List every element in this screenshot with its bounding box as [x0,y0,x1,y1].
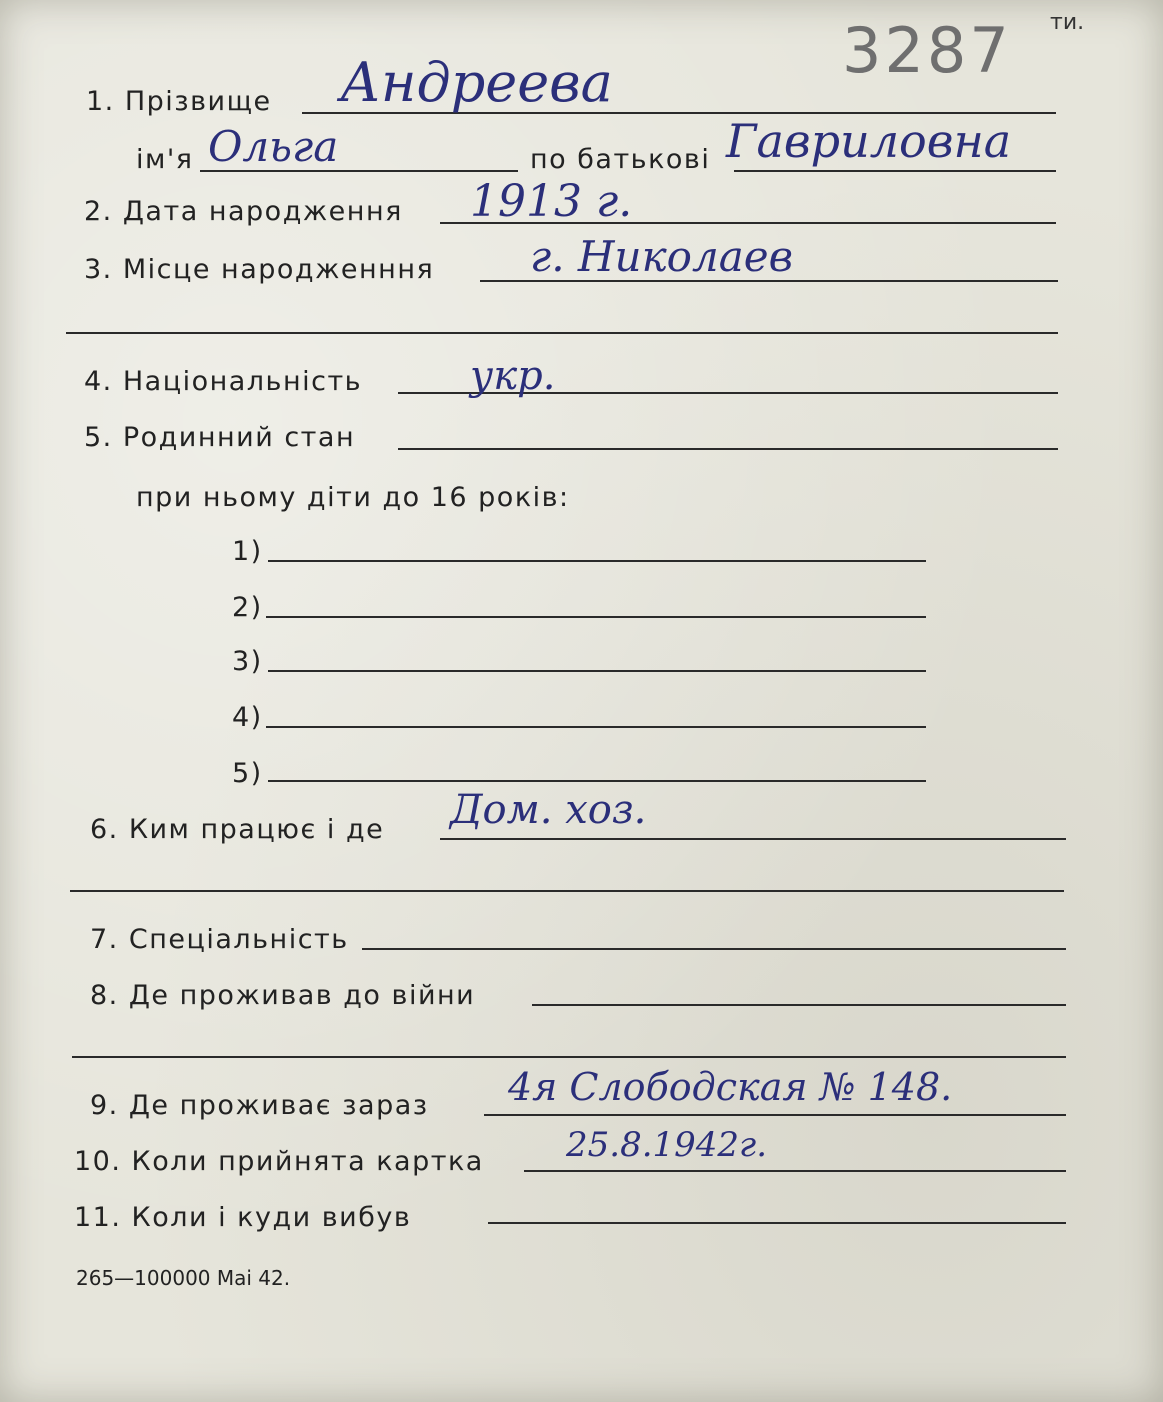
name-label: ім'я [136,144,194,175]
birth-place-label: 3. Місце народженння [84,254,435,285]
work-line [440,838,1066,840]
card-accepted-entry: 25.8.1942г. [566,1125,768,1165]
print-run-footer: 265—100000 Mai 42. [76,1266,291,1290]
nationality-label: 4. Національність [84,366,363,397]
nationality-entry: укр. [470,353,556,399]
child-4-line [266,726,926,728]
current-residence-label: 9. Де проживає зараз [90,1090,429,1121]
child-3-label: 3) [232,646,263,677]
prewar-residence-label: 8. Де проживав до війни [90,980,476,1011]
work-label: 6. Ким працює і де [90,814,385,845]
child-2-line [266,616,926,618]
child-1-line [268,560,926,562]
family-status-line [398,448,1058,450]
archive-number: 3287 [842,14,1012,87]
family-status-label: 5. Родинний стан [84,422,356,453]
children-label: при ньому діти до 16 років: [136,482,570,513]
patronymic-line [734,170,1056,172]
child-3-line [268,670,926,672]
birth-date-label: 2. Дата народження [84,196,403,227]
departure-line [488,1222,1066,1224]
child-5-line [268,780,926,782]
name-entry: Ольга [208,122,339,171]
current-residence-line [484,1114,1066,1116]
patronymic-entry: Гавриловна [726,114,1012,168]
current-residence-entry: 4я Слободская № 148. [508,1065,953,1109]
prewar-residence-line [532,1004,1066,1006]
birth-place-line-2 [66,332,1058,334]
child-1-label: 1) [232,536,263,567]
surname-label: 1. Прізвище [86,86,272,117]
work-line-2 [70,890,1064,892]
patronymic-label: по батькові [530,144,711,175]
child-5-label: 5) [232,758,263,789]
birth-date-entry: 1913 г. [470,176,633,227]
birth-place-entry: г. Николаев [530,232,794,281]
card-accepted-line [524,1170,1066,1172]
archive-mark: ти. [1050,10,1085,35]
departure-label: 11. Коли і куди вибув [74,1202,412,1233]
surname-entry: Андреева [340,51,613,114]
card-accepted-label: 10. Коли прийнята картка [74,1146,484,1177]
child-2-label: 2) [232,592,263,623]
child-4-label: 4) [232,702,263,733]
speciality-label: 7. Спеціальність [90,924,349,955]
work-entry: Дом. хоз. [450,787,647,833]
speciality-line [362,948,1066,950]
prewar-residence-line-2 [72,1056,1066,1058]
